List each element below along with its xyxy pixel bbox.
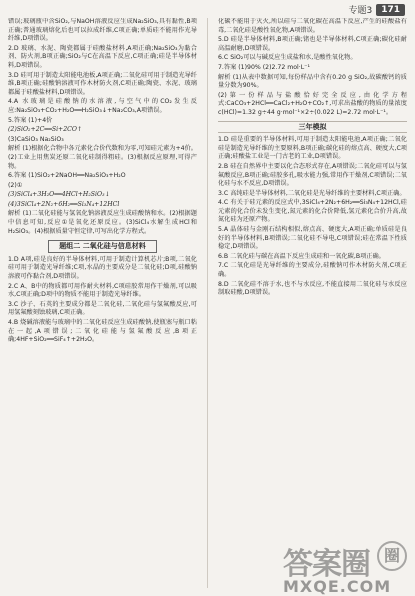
site-watermark	[283, 539, 413, 594]
equation-line: (2)SiO₂+2C══Si+2CO↑	[8, 126, 83, 134]
watermark-url: MXQE.COM	[283, 577, 392, 596]
answer-paragraph: 5.答案 (1)+4价	[8, 116, 53, 124]
watermark-title: 答案圈	[283, 547, 370, 582]
section-heading: 题组二 二氧化硅与信息材料	[48, 240, 156, 253]
text-columns	[8, 18, 407, 588]
answer-paragraph: 6.答案 (1)SiO₂+2NaOH══Na₂SiO₃+H₂O	[8, 172, 126, 180]
answer-paragraph: 4.B 烧碱溶液能与玻璃中的二氧化硅反应生成硅酸钠,使瓶塞与瓶口粘在一起,A项错误;二氧化硅能与氢氟酸反应,B项正确;4HF+SiO₂══SiF₄↑+2H₂O。	[8, 319, 197, 344]
section-heading: 三年模拟	[218, 121, 407, 134]
answer-paragraph: (2)第一份样品与盐酸恰好完全反应,由化学方程式:CaCO₃+2HCl══CaCl₂+H₂O+CO₂↑,可求出盐酸的物质的量浓度 c(HCl)=1.32 g÷44 g·mol⁻¹×2÷(0.022 L)=2.72 mol·L⁻¹。	[218, 91, 407, 116]
answer-paragraph: 错误;玻璃瓶中含SiO₂,与NaOH溶液反应生成Na₂SiO₃,具有黏性,B项正确;普通玻璃熔化后也可以拉成纤维,C项正确;单质硅不能用作光导纤维,D项错误。	[8, 18, 197, 43]
page-number: 171	[376, 4, 405, 16]
answer-paragraph: 3.D 硅可用于制造太阳能电池板,A项正确;二氧化硅可用于制造光导纤维,B项正确;硅酸钠溶液可作木材防火剂,C项正确;陶瓷、水泥、玻璃都属于硅酸盐材料,D项错误。	[8, 71, 197, 96]
answer-paragraph: 7.答案 (1)90% (2)2.72 mol·L⁻¹	[218, 63, 310, 71]
answer-paragraph: 2.D 玻璃、水泥、陶瓷都属于硅酸盐材料,A项正确;Na₂SiO₃为黏合剂、防火剂,B项正确;SiO₂与C在高温下反应,C项正确;硅是半导体材料,D项错误。	[8, 44, 197, 69]
answer-paragraph: 解析 (1)从表中数据可知,每份样品中含有0.20 g SiO₂,故碳酸钙的质量分数为90%。	[218, 73, 407, 90]
column-divider	[207, 18, 208, 588]
answer-paragraph: 4.A 水玻璃是硅酸钠的水溶液,与空气中的CO₂发生反应:Na₂SiO₃+CO₂+H₂O══H₂SiO₃↓+Na₂CO₃,A项错误。	[8, 98, 197, 114]
answer-paragraph: 7.C 二氧化硅是光导纤维的主要成分,硅酸钠可作木材防火剂,C项正确。	[218, 262, 407, 279]
equation-line: (4)3SiCl₄+2N₂+6H₂══Si₃N₄+12HCl	[8, 200, 120, 208]
watermark-badge: 圈	[377, 541, 407, 571]
answer-paragraph: 1.D A项,硅是良好的半导体材料,可用于制造计算机芯片;B项,二氧化硅可用于制造光导纤维;C项,水晶的主要成分是二氧化硅;D项,硅酸钠溶液可作黏合剂,D项错误。	[8, 255, 197, 281]
answer-paragraph: 5.A 晶体硅与金刚石结构相似,熔点高、硬度大,A项正确;单质硅是良好的半导体材料,B项错误;二氧化硅不导电,C项错误;硅在常温下性质稳定,D项错误。	[218, 226, 407, 251]
answer-paragraph: 2.C A、B中的物质都可用作耐火材料,C项硅胶常用作干燥剂,可以吸水,C项正确;D项中的物质不能用于制造光导纤维。	[8, 282, 197, 299]
equation-line: (3)SiCl₄+3H₂O══4HCl+H₂SiO₃↓	[8, 191, 110, 199]
answer-paragraph: 3.C 沙子、石英的主要成分都是二氧化硅,二氧化硅与氢氟酸反应,可用氢氟酸刻蚀玻璃,C项正确。	[8, 300, 197, 317]
page-header	[0, 0, 415, 20]
answer-paragraph: 5.D 硅是半导体材料,B项正确;锗也是半导体材料,C项正确;碳化硅耐高温耐磨,D项错误。	[218, 36, 407, 52]
answer-paragraph: 6.C SiO₂可以与碱反应生成盐和水,是酸性氧化物。	[218, 54, 357, 62]
answer-paragraph: 化碳不能用于灭火,所以硅与二氧化碳在高温下反应,产生的硅酸盐有毒,二氧化硅是酸性氧化物,A项错误。	[218, 18, 407, 34]
answer-paragraph: 解析 (1)二氧化硅能与氢氧化钠溶液反应生成硅酸钠和水。(2)根据题中信息可知,反应①是氧化还原反应。(3)SiCl₄水解生成HCl和H₂SiO₃。(4)根据质量守恒定律,可写出化学方程式。	[8, 210, 197, 235]
answer-paragraph: (2)①	[8, 181, 23, 189]
page-tag	[348, 3, 405, 16]
left-column	[8, 18, 197, 588]
answer-paragraph: 解析 (1)根据化合物中各元素化合价代数和为零,可知硅元素为+4价。(2)工业上用焦炭还原二氧化硅制得粗硅。(3)根据反应原理,可得产物。	[8, 145, 197, 170]
answer-paragraph: (3)CaSiO₃ Na₂SiO₃	[8, 135, 64, 143]
answer-paragraph: 4.C 有关于硅元素的反应式中,3SiCl₄+2N₂+6H₂══Si₃N₄+12HCl,硅元素的化合价未发生变化,氮元素的化合价降低,氢元素化合价升高,故氮化硅为还原产物。	[218, 199, 407, 224]
answer-paragraph: 8.D 二氧化硅不溶于水,也不与水反应,不能直接用二氧化硅与水反应制取硅酸,D项错误。	[218, 280, 407, 297]
answer-paragraph: 3.C 高纯硅是半导体材料,二氧化硅是光导纤维的主要材料,C项正确。	[218, 189, 406, 197]
right-column	[218, 18, 407, 588]
answer-paragraph: 1.D 硅是重要的半导体材料,可用于制造太阳能电池,A项正确;二氧化硅是制造光导纤维的主要原料,B项正确;碳化硅的熔点高、硬度大,C项正确;硅酸盐工业是一门古老的工业,D项错误。	[218, 136, 407, 161]
answer-paragraph: 6.B 二氧化硅与碳在高温下反应生成硅和一氧化碳,B项正确。	[218, 252, 385, 260]
answer-paragraph: 2.B 硅在自然界中主要以化合态形式存在,A项错误;二氧化硅可以与氢氟酸反应,B项正确;硅胶多孔,吸水能力强,常用作干燥剂,C项错误;二氧化硅与水不反应,D项错误。	[218, 162, 407, 188]
chapter-label: 专题3	[348, 6, 373, 16]
